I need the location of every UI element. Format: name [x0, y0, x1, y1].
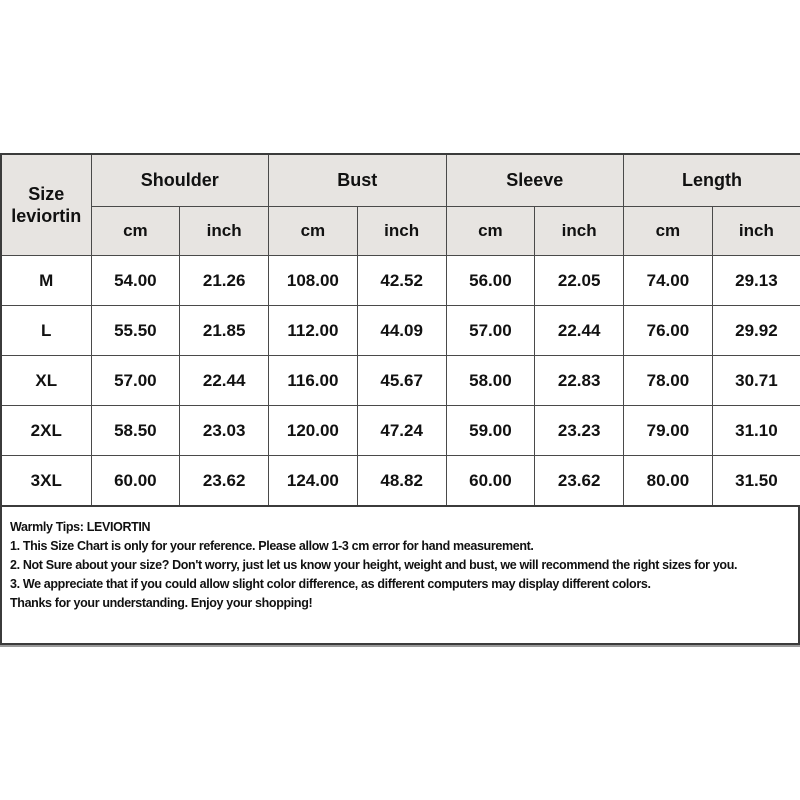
- column-group-length: Length: [624, 154, 800, 207]
- measurement-cell: 21.85: [180, 306, 269, 356]
- column-group-sleeve: Sleeve: [446, 154, 624, 207]
- tip-line-1: 1. This Size Chart is only for your reference. Please allow 1-3 cm error for hand measurement.: [10, 539, 534, 553]
- measurement-cell: 124.00: [269, 456, 358, 507]
- unit-header-inch: inch: [712, 207, 800, 256]
- unit-header-cm: cm: [269, 207, 358, 256]
- measurement-cell: 76.00: [624, 306, 713, 356]
- measurement-cell: 21.26: [180, 256, 269, 306]
- table-row: [1, 256, 800, 306]
- unit-header-cm: cm: [624, 207, 713, 256]
- measurement-cell: 45.67: [357, 356, 446, 406]
- size-chart-table: [0, 153, 800, 507]
- size-row-label: XL: [1, 356, 91, 406]
- size-row-label: M: [1, 256, 91, 306]
- measurement-cell: 22.83: [535, 356, 624, 406]
- unit-header-cm: cm: [446, 207, 535, 256]
- measurement-cell: 47.24: [357, 406, 446, 456]
- measurement-cell: 23.03: [180, 406, 269, 456]
- unit-header-inch: inch: [180, 207, 269, 256]
- table-row: [1, 456, 800, 507]
- size-row-label: 3XL: [1, 456, 91, 507]
- measurement-cell: 116.00: [269, 356, 358, 406]
- table-row: [1, 356, 800, 406]
- size-header-word: Size: [28, 184, 65, 204]
- measurement-cell: 56.00: [446, 256, 535, 306]
- header-group-row: [1, 154, 800, 207]
- measurement-cell: 30.71: [712, 356, 800, 406]
- measurement-cell: 57.00: [91, 356, 180, 406]
- measurement-cell: 29.92: [712, 306, 800, 356]
- tips-title: Warmly Tips: LEVIORTIN: [10, 520, 151, 534]
- measurement-cell: 60.00: [91, 456, 180, 507]
- tip-line-3: 3. We appreciate that if you could allow slight color difference, as different computers may display different colors.: [10, 577, 651, 591]
- measurement-cell: 48.82: [357, 456, 446, 507]
- measurement-cell: 22.05: [535, 256, 624, 306]
- measurement-cell: 108.00: [269, 256, 358, 306]
- tips-box: [0, 507, 800, 645]
- measurement-cell: 22.44: [535, 306, 624, 356]
- tip-line-2: 2. Not Sure about your size? Don't worry, just let us know your height, weight and bust, we will recommend the right sizes for you.: [10, 558, 738, 572]
- measurement-cell: 58.50: [91, 406, 180, 456]
- measurement-cell: 79.00: [624, 406, 713, 456]
- measurement-cell: 55.50: [91, 306, 180, 356]
- tips-closing-line: Thanks for your understanding. Enjoy your shopping!: [10, 596, 313, 610]
- measurement-cell: 23.23: [535, 406, 624, 456]
- header-unit-row: [1, 207, 800, 256]
- measurement-cell: 59.00: [446, 406, 535, 456]
- size-corner-header: [1, 154, 91, 256]
- measurement-cell: 23.62: [180, 456, 269, 507]
- measurement-cell: 112.00: [269, 306, 358, 356]
- measurement-cell: 22.44: [180, 356, 269, 406]
- measurement-cell: 23.62: [535, 456, 624, 507]
- measurement-cell: 58.00: [446, 356, 535, 406]
- measurement-cell: 29.13: [712, 256, 800, 306]
- column-group-bust: Bust: [269, 154, 447, 207]
- table-row: [1, 306, 800, 356]
- measurement-cell: 120.00: [269, 406, 358, 456]
- measurement-cell: 78.00: [624, 356, 713, 406]
- measurement-cell: 60.00: [446, 456, 535, 507]
- measurement-cell: 31.50: [712, 456, 800, 507]
- measurement-cell: 80.00: [624, 456, 713, 507]
- brand-header-word: leviortin: [11, 206, 82, 226]
- measurement-cell: 57.00: [446, 306, 535, 356]
- table-row: [1, 406, 800, 456]
- size-chart-container: [0, 153, 800, 645]
- column-group-shoulder: Shoulder: [91, 154, 269, 207]
- measurement-cell: 54.00: [91, 256, 180, 306]
- size-row-label: L: [1, 306, 91, 356]
- measurement-cell: 31.10: [712, 406, 800, 456]
- unit-header-inch: inch: [535, 207, 624, 256]
- size-row-label: 2XL: [1, 406, 91, 456]
- measurement-cell: 74.00: [624, 256, 713, 306]
- unit-header-cm: cm: [91, 207, 180, 256]
- measurement-cell: 44.09: [357, 306, 446, 356]
- measurement-cell: 42.52: [357, 256, 446, 306]
- unit-header-inch: inch: [357, 207, 446, 256]
